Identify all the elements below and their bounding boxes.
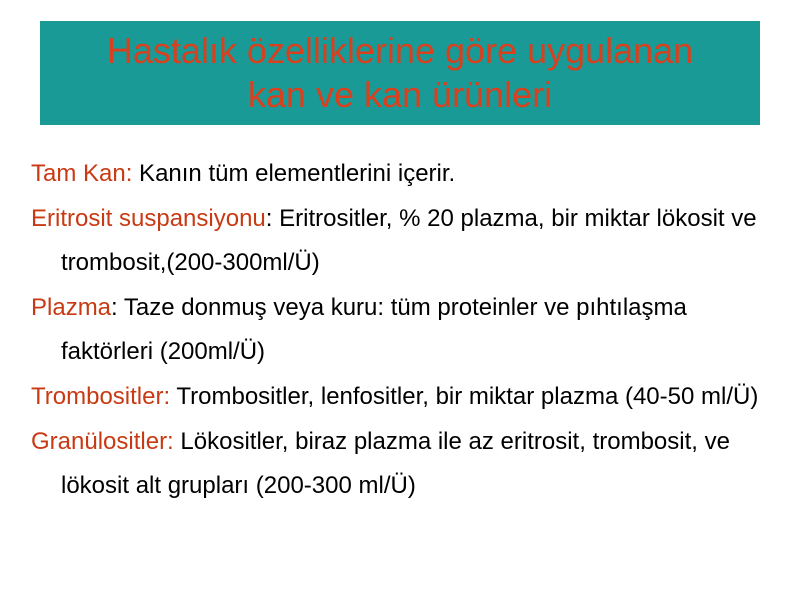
title-line-1: Hastalık özelliklerine göre uygulanan xyxy=(106,30,694,71)
list-item-trombositler xyxy=(31,375,759,419)
term-label: Eritrosit suspansiyonu xyxy=(31,205,266,232)
title-line-2: kan ve kan ürünleri xyxy=(247,74,553,115)
bullet-list xyxy=(31,152,759,509)
term-description: Lökositler, biraz plazma ile az eritrosit, trombosit, ve lökosit alt grupları (200-300 ml/Ü) xyxy=(61,428,730,499)
slide-title xyxy=(107,29,693,117)
term-label: Tam Kan: xyxy=(31,160,133,187)
term-description: : Eritrositler, % 20 plazma, bir miktar lökosit ve trombosit,(200-300ml/Ü) xyxy=(61,205,757,276)
term-label: Trombositler: xyxy=(31,383,171,410)
list-item-plazma xyxy=(31,286,759,374)
term-description: Trombositler, lenfositler, bir miktar plazma (40-50 ml/Ü) xyxy=(170,383,759,410)
term-label: Granülositler: xyxy=(31,428,174,455)
list-item-tam-kan xyxy=(31,152,759,196)
term-description: Kanın tüm elementlerini içerir. xyxy=(132,160,456,187)
term-description: : Taze donmuş veya kuru: tüm proteinler ve pıhtılaşma faktörleri (200ml/Ü) xyxy=(61,294,687,365)
title-banner xyxy=(40,21,760,125)
term-label: Plazma xyxy=(31,294,112,321)
list-item-eritrosit-suspansiyonu xyxy=(31,197,759,285)
list-item-granulositler xyxy=(31,420,759,508)
